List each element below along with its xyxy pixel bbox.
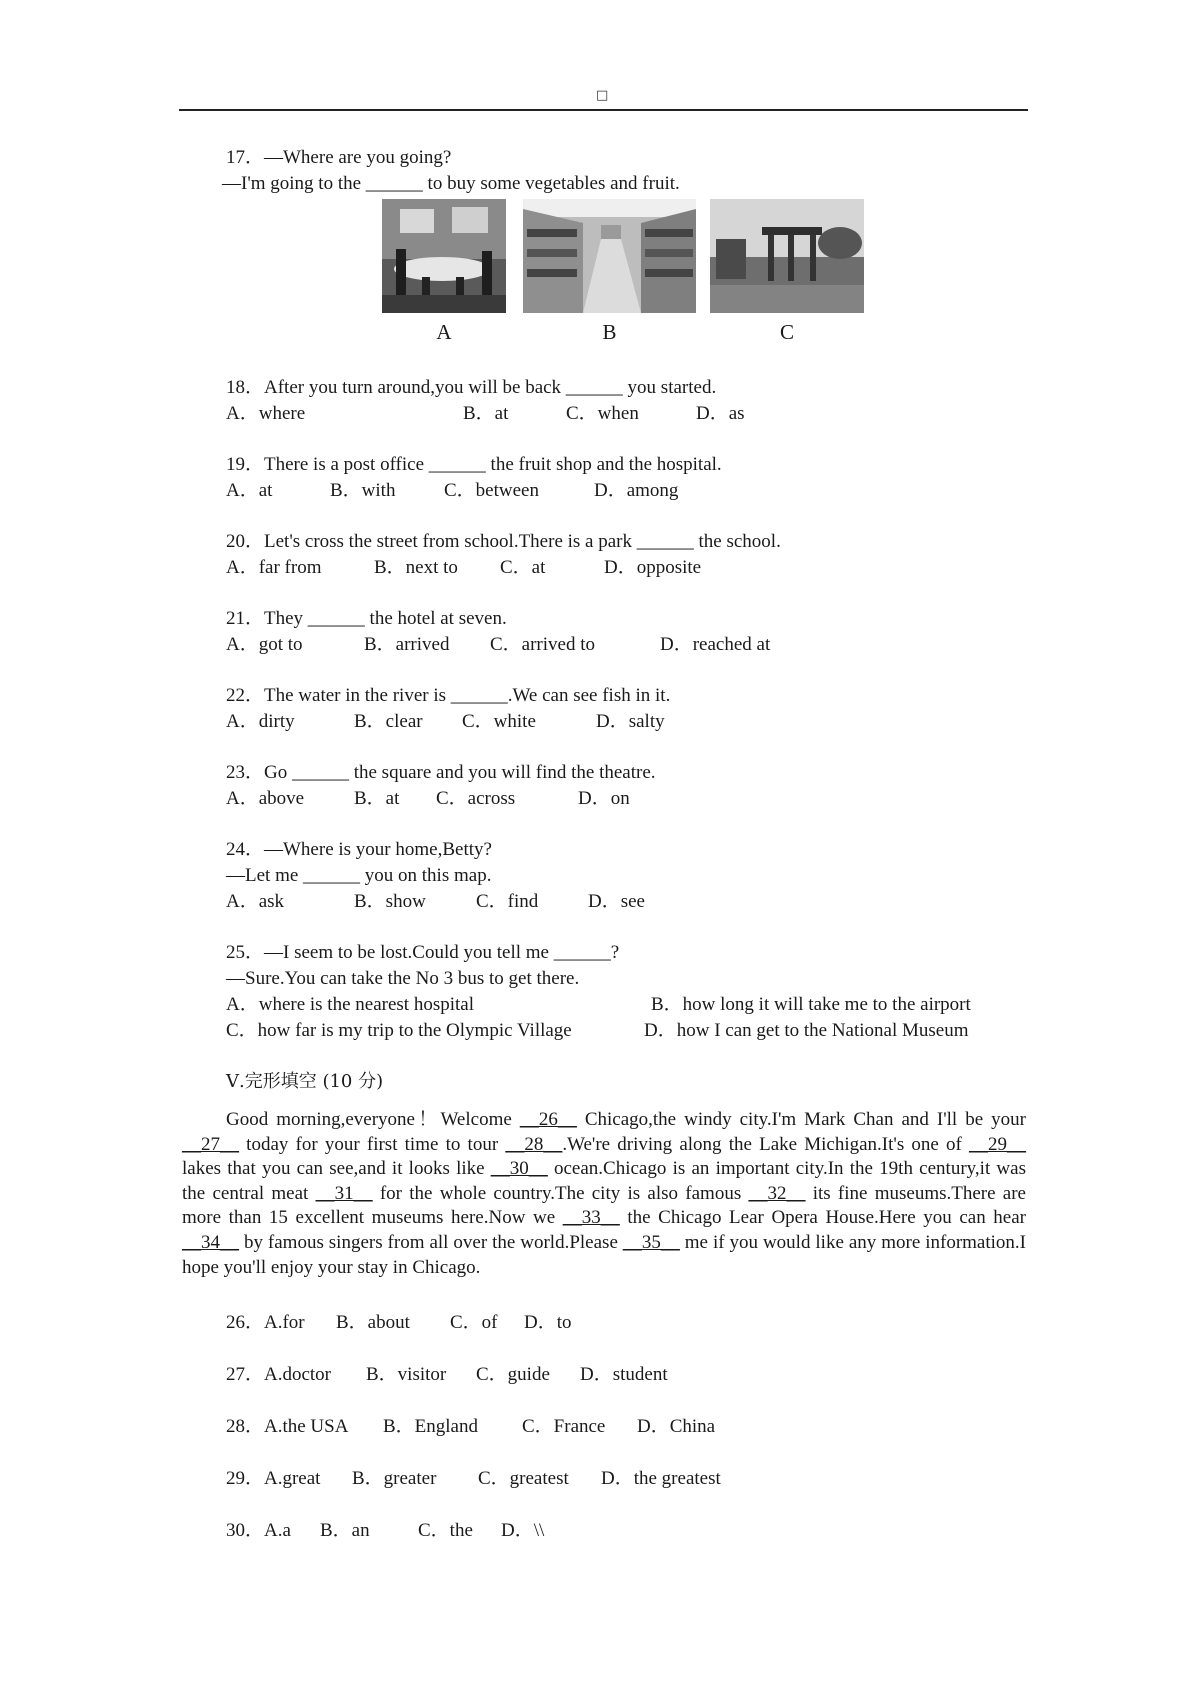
option-a: 29．A.great: [226, 1468, 321, 1489]
option-c: C．arrived to: [490, 634, 596, 655]
option-b: B．greater: [352, 1468, 437, 1489]
blank-28: __28__: [505, 1133, 563, 1155]
question-23-options: [226, 786, 1026, 812]
question-24-line1: 24．—Where is your home,Betty?: [226, 839, 492, 860]
option-a: A．where: [226, 403, 306, 424]
passage-text: its fine museums.There are more than 15 excellent museums here.Now we: [182, 1182, 1026, 1229]
question-17-line2: —I'm going to the ______ to buy some vegetables and fruit.: [222, 173, 680, 194]
passage-text: me if you would like any more information.I hope you'll enjoy your stay in Chicago.: [182, 1231, 1026, 1278]
picture-b-supermarket: [523, 199, 696, 313]
question-17-line1: 17．—Where are you going?: [226, 147, 452, 168]
cloze-questions: [226, 1310, 721, 1570]
option-b: B．visitor: [366, 1364, 447, 1385]
question-24-options: [226, 889, 1026, 915]
passage-text: for the whole country.The city is also famous: [372, 1182, 749, 1204]
question-19-stem: 19．There is a post office ______ the fruit shop and the hospital.: [226, 454, 722, 475]
question-20-stem: 20．Let's cross the street from school.There is a park ______ the school.: [226, 531, 781, 552]
blank-35: __35__: [622, 1231, 680, 1253]
question-25: [226, 940, 1026, 1044]
blank-30: __30__: [490, 1158, 548, 1180]
passage-text: Good morning,everyone！Welcome: [226, 1109, 520, 1130]
label-b: B: [602, 320, 617, 344]
question-23-stem: 23．Go ______ the square and you will find the theatre.: [226, 762, 656, 783]
passage-text: Chicago,the windy city.I'm Mark Chan and I'll be your: [576, 1109, 1026, 1130]
question-21-options: [226, 632, 1026, 658]
option-c: C．France: [522, 1416, 606, 1437]
option-b: B．about: [336, 1312, 410, 1333]
question-26: [226, 1310, 721, 1336]
option-d: D．student: [580, 1364, 668, 1385]
option-a: 26．A.for: [226, 1312, 305, 1333]
question-17: [222, 145, 1026, 345]
question-22-options: [226, 709, 1026, 735]
label-c: C: [779, 320, 794, 344]
option-d: D．reached at: [660, 634, 771, 655]
option-c: C．how far is my trip to the Olympic Village: [226, 1020, 572, 1041]
question-30: [226, 1518, 721, 1544]
passage-text: today for your first time to tour: [239, 1133, 506, 1155]
option-d: D．as: [696, 403, 745, 424]
label-a: A: [436, 320, 452, 344]
question-23: [226, 760, 1026, 812]
question-18-options: [226, 401, 1026, 427]
option-d: D．see: [588, 891, 645, 912]
option-c: C．white: [462, 711, 536, 732]
option-d: D．China: [637, 1416, 716, 1437]
question-18: [226, 375, 1026, 427]
header-rule: [179, 109, 1028, 111]
header-mark: □: [596, 88, 609, 103]
question-25-options-row2: [226, 1018, 1026, 1044]
question-17-picture-labels: [382, 319, 1026, 345]
question-24-line2: —Let me ______ you on this map.: [226, 865, 492, 886]
option-c: C．greatest: [478, 1468, 569, 1489]
question-24: [226, 837, 1026, 915]
option-b: B．with: [330, 480, 396, 501]
passage-text: by famous singers from all over the world.Please: [239, 1231, 623, 1253]
option-d: D．how I can get to the National Museum: [644, 1020, 969, 1041]
option-b: B．next to: [374, 557, 458, 578]
question-25-line2: —Sure.You can take the No 3 bus to get there.: [226, 968, 580, 989]
option-d: D．on: [578, 788, 630, 809]
option-d: D．salty: [596, 711, 665, 732]
option-b: B．at: [463, 403, 509, 424]
option-a: A．at: [226, 480, 273, 501]
option-b: B．England: [383, 1416, 478, 1437]
option-b: B．an: [320, 1520, 370, 1541]
blank-33: __33__: [562, 1207, 620, 1229]
question-25-options-row1: [226, 992, 1026, 1018]
option-c: C．between: [444, 480, 539, 501]
option-c: C．of: [450, 1312, 498, 1333]
questions-17-25: [222, 145, 1026, 1099]
option-c: C．when: [566, 403, 639, 424]
picture-a-dining-room: [382, 199, 506, 313]
option-d: D．among: [594, 480, 679, 501]
option-c: C．the: [418, 1520, 473, 1541]
option-a: A．dirty: [226, 711, 295, 732]
blank-32: __32__: [748, 1182, 806, 1204]
question-22: [226, 683, 1026, 735]
blank-26: __26__: [519, 1109, 577, 1130]
option-a: A．where is the nearest hospital: [226, 994, 474, 1015]
option-c: C．find: [476, 891, 539, 912]
question-20: [226, 529, 1026, 581]
option-a: 27．A.doctor: [226, 1364, 332, 1385]
question-17-pictures: [382, 199, 1026, 313]
question-19: [226, 452, 1026, 504]
option-b: B．at: [354, 788, 400, 809]
option-d: D．the greatest: [601, 1468, 721, 1489]
option-a: A．got to: [226, 634, 303, 655]
question-28: [226, 1414, 721, 1440]
option-d: D．\\: [501, 1520, 545, 1541]
option-d: D．to: [524, 1312, 572, 1333]
section-5-title: Ⅴ.完形填空 (10 分): [226, 1071, 384, 1092]
option-c: C．guide: [476, 1364, 550, 1385]
option-d: D．opposite: [604, 557, 702, 578]
blank-34: __34__: [182, 1231, 239, 1253]
option-a: 30．A.a: [226, 1520, 291, 1541]
option-b: B．how long it will take me to the airport: [651, 994, 971, 1015]
option-a: 28．A.the USA: [226, 1416, 349, 1437]
blank-27: __27__: [182, 1133, 239, 1155]
option-a: A．ask: [226, 891, 285, 912]
question-29: [226, 1466, 721, 1492]
passage-text: lakes that you can see,and it looks like: [182, 1158, 491, 1180]
question-20-options: [226, 555, 1026, 581]
question-21-stem: 21．They ______ the hotel at seven.: [226, 608, 507, 629]
cloze-passage: [182, 1108, 1026, 1280]
passage-text: ocean.Chicago is an important city.In the 19th century,it was the central meat: [182, 1158, 1026, 1204]
option-c: C．at: [500, 557, 546, 578]
passage-text: .We're driving along the Lake Michigan.It's one of: [562, 1133, 969, 1155]
question-27: [226, 1362, 721, 1388]
picture-c-park-gate: [710, 199, 864, 313]
passage-text: the Chicago Lear Opera House.Here you can hear: [619, 1207, 1026, 1229]
question-21: [226, 606, 1026, 658]
question-19-options: [226, 478, 1026, 504]
question-22-stem: 22．The water in the river is ______.We can see fish in it.: [226, 685, 671, 706]
blank-29: __29__: [969, 1133, 1026, 1155]
question-18-stem: 18．After you turn around,you will be back ______ you started.: [226, 377, 717, 398]
option-c: C．across: [436, 788, 516, 809]
option-a: A．far from: [226, 557, 322, 578]
option-a: A．above: [226, 788, 305, 809]
blank-31: __31__: [315, 1182, 373, 1204]
question-25-line1: 25．—I seem to be lost.Could you tell me ______?: [226, 942, 620, 963]
option-b: B．show: [354, 891, 426, 912]
option-b: B．arrived: [364, 634, 450, 655]
option-b: B．clear: [354, 711, 423, 732]
